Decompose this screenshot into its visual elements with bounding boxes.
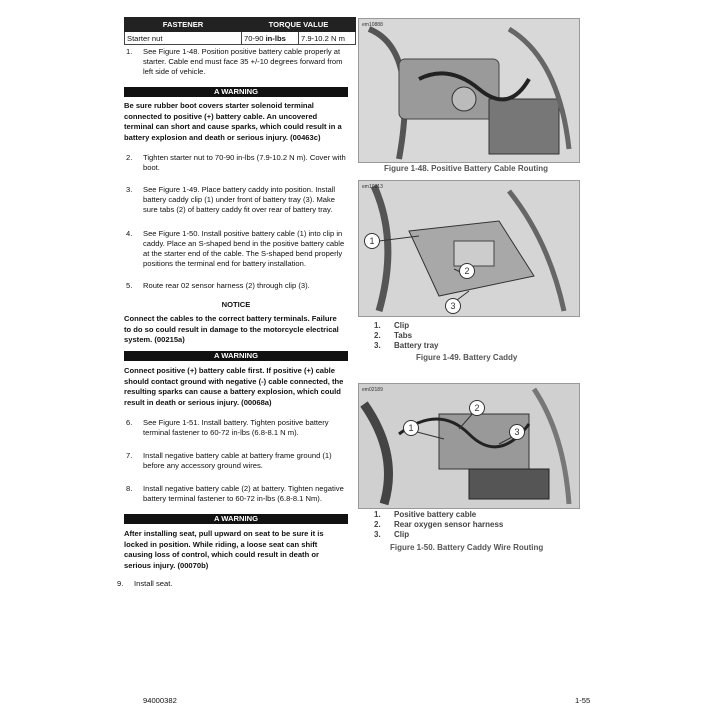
warning-line: result in death or serious injury. (00068a)	[124, 397, 272, 407]
cell-fastener: Starter nut	[125, 32, 242, 45]
figure-id: em10888	[362, 22, 383, 28]
warning-text	[124, 366, 348, 408]
step-line: See Figure 1-50. Install positive battery cable (1) into clip in	[143, 229, 343, 238]
warning-line: serious injury. (00070b)	[124, 560, 209, 570]
legend-num: 3.	[374, 530, 381, 539]
step-line: boot.	[143, 163, 160, 172]
step-line: left side of vehicle.	[143, 67, 206, 76]
warning-line: terminal can short and cause sparks, which could result in a	[124, 122, 342, 131]
figure-1-49-photo	[358, 180, 580, 317]
warning-bar: A WARNING	[124, 351, 348, 361]
footer-page-number: 1-55	[575, 696, 591, 705]
step-line: terminal fastener to 60-72 in-lbs (6.8-8.1 N m).	[143, 428, 299, 437]
step-line: Route rear 02 sensor harness (2) through clip (3).	[143, 281, 310, 290]
step-line: See Figure 1-48. Position positive battery cable properly at	[143, 47, 341, 56]
step-line: before any accessory ground wires.	[143, 461, 263, 470]
warning-line: locked in position. While riding, a loose seat can shift	[124, 539, 318, 549]
callout-3: 3	[445, 298, 461, 314]
warning-line: Be sure rubber boot covers starter solenoid terminal	[124, 101, 314, 110]
step-number: 8.	[126, 484, 133, 493]
step-number: 9.	[117, 579, 124, 588]
table-header-fastener: FASTENER	[125, 18, 242, 32]
step-number: 6.	[126, 418, 133, 427]
notice-line: system. (00215a)	[124, 335, 185, 344]
callout-2: 2	[469, 400, 485, 416]
step-number: 3.	[126, 185, 133, 194]
step-line: See Figure 1-51. Install battery. Tighten positive battery	[143, 418, 329, 427]
warning-line: Connect positive (+) battery cable first. If positive (+) cable	[124, 366, 335, 375]
legend-num: 1.	[374, 510, 381, 519]
unit-imperial: in-lbs	[265, 33, 286, 43]
step-line: caddy. Place an S-shaped bend in the positive battery cable	[143, 239, 345, 248]
legend-text: Clip	[394, 530, 410, 539]
legend-text: Rear oxygen sensor harness	[394, 520, 504, 529]
figure-1-48-photo	[358, 18, 580, 163]
warning-bar: A WARNING	[124, 514, 348, 524]
table-header-torque: TORQUE VALUE	[242, 18, 356, 32]
footer-doc-number: 94000382	[143, 696, 177, 705]
notice-line: to do so could result in damage to the motorcycle electrical	[124, 324, 339, 334]
value-imperial: 70-90	[244, 33, 264, 43]
step-line: See Figure 1-49. Place battery caddy into position. Install	[143, 185, 336, 194]
warning-line: resulting sparks can cause a battery explosion, which could	[124, 387, 341, 396]
step-line: positions the terminal end for battery installation.	[143, 259, 306, 268]
legend-text: Tabs	[394, 331, 413, 340]
warning-line: connected to positive (+) battery cable. An uncovered	[124, 111, 318, 121]
legend-text: Clip	[394, 321, 410, 330]
step-number: 5.	[126, 281, 133, 290]
callout-1: 1	[364, 233, 380, 249]
legend-num: 1.	[374, 321, 381, 330]
figure-caption: Figure 1-50. Battery Caddy Wire Routing	[390, 543, 544, 552]
cell-imperial	[242, 32, 299, 45]
figure-caption: Figure 1-49. Battery Caddy	[416, 353, 518, 362]
notice-line: Connect the cables to the correct battery terminals. Failure	[124, 314, 337, 323]
figure-id: em02189	[362, 387, 383, 393]
legend-num: 2.	[374, 520, 381, 529]
step-line: at the starter end of the cable. The S-shaped bend properly	[143, 249, 343, 258]
step-line: battery terminal fastener to 60-72 in-lbs (6.8-8.1 Nm).	[143, 494, 322, 503]
warning-bar: A WARNING	[124, 87, 348, 97]
notice-title: NOTICE	[221, 300, 251, 309]
step-number: 4.	[126, 229, 133, 238]
step-line: Tighten starter nut to 70-90 in-lbs (7.9-10.2 N m). Cover with	[143, 153, 346, 162]
warning-text	[124, 529, 348, 571]
figure-id: em10813	[362, 184, 383, 190]
step-line: starter. Cable end must face 35 +/-10 degrees forward from	[143, 57, 343, 66]
callout-3: 3	[509, 424, 525, 440]
step-line: battery caddy clip (1) under front of battery tray (3). Make	[143, 195, 336, 204]
legend-num: 2.	[374, 331, 381, 340]
step-number: 2.	[126, 153, 133, 162]
legend-num: 3.	[374, 341, 381, 350]
torque-table	[124, 17, 356, 45]
warning-text	[124, 101, 348, 143]
table-row	[125, 32, 356, 45]
warning-line: battery explosion and death or serious injury. (00463c)	[124, 132, 321, 142]
step-line: sure tabs (2) of battery caddy fit over rear of battery tray.	[143, 205, 333, 214]
motorcycle-photo-illustration	[359, 181, 579, 316]
step-line: Install negative battery cable at battery frame ground (1)	[143, 451, 332, 460]
motorcycle-photo-illustration	[359, 19, 579, 162]
notice-text	[124, 314, 348, 346]
step-number: 1.	[126, 47, 133, 56]
legend-text: Battery tray	[394, 341, 439, 350]
callout-1: 1	[403, 420, 419, 436]
figure-1-50-photo	[358, 383, 580, 509]
step-line: Install negative battery cable (2) at battery. Tighten negative	[143, 484, 344, 493]
motorcycle-photo-illustration	[359, 384, 579, 508]
warning-line: causing loss of control, which could result in death or	[124, 550, 319, 559]
legend-text: Positive battery cable	[394, 510, 477, 519]
cell-metric: 7.9-10.2 N m	[299, 32, 356, 45]
step-number: 7.	[126, 451, 133, 460]
warning-line: After installing seat, pull upward on seat to be sure it is	[124, 529, 324, 538]
figure-caption: Figure 1-48. Positive Battery Cable Routing	[384, 164, 549, 173]
callout-2: 2	[459, 263, 475, 279]
warning-line: should contact ground with negative (-) cable connected, the	[124, 376, 344, 386]
step-line: Install seat.	[134, 579, 173, 588]
